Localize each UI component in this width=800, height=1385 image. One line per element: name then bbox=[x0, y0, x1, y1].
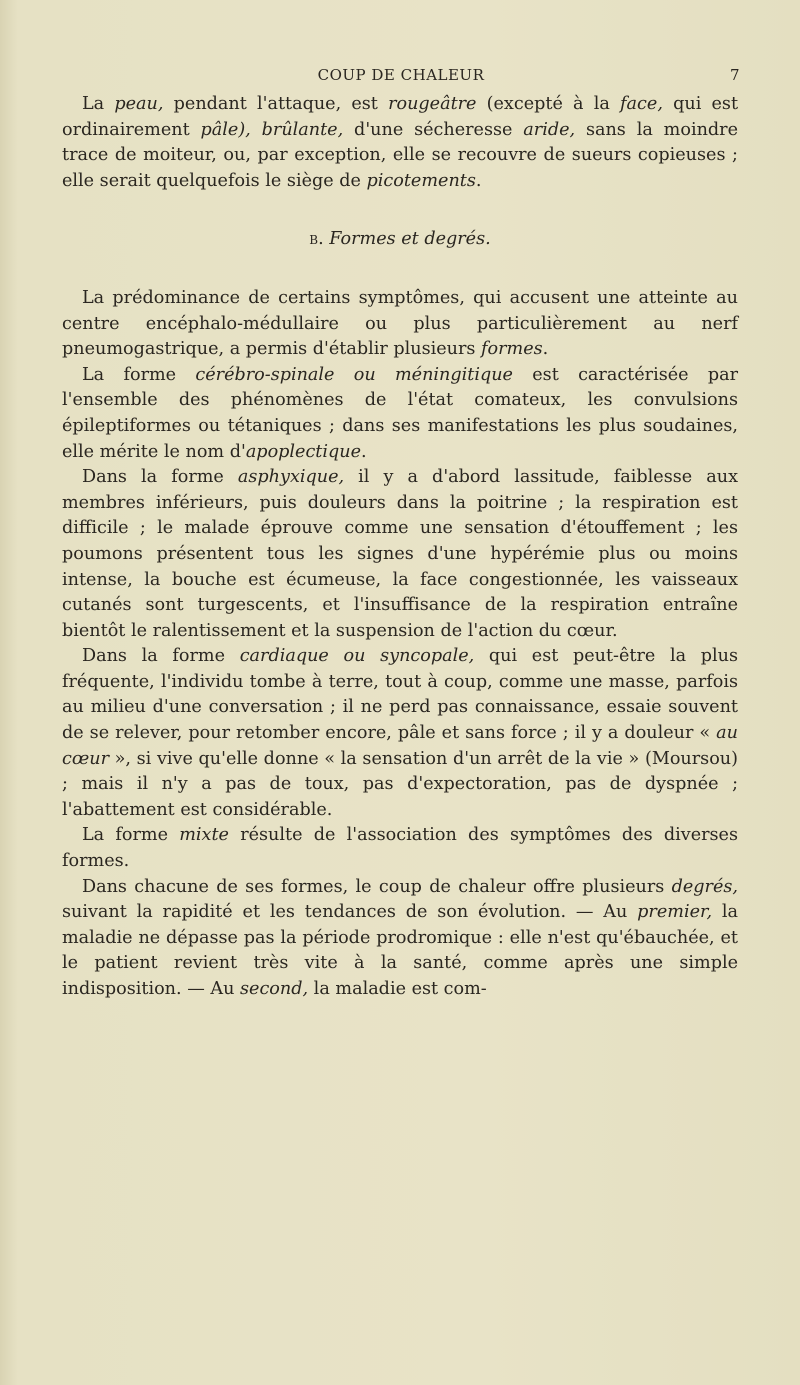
body-text bbox=[62, 92, 738, 1003]
section-letter: b. bbox=[309, 229, 324, 250]
paragraph-degres: Dans chacune de ses formes, le coup de chaleur offre plusieurs degrés, suivant la rapidité et les tendances de son évolution. — Au premier, la maladie ne dépasse pas la période prodromique : elle n'est qu'ébauchée, et le patient revient très vite à la santé, comme après une simple indisposition. — Au second, la maladie est com- bbox=[62, 876, 738, 999]
page-number: 7 bbox=[729, 66, 740, 84]
paragraph-cerebro-spinale: La forme cérébro-spinale ou méningitique est caractérisée par l'ensemble des phénomènes de l'état comateux, les convulsions épileptiformes ou tétaniques ; dans ses manifestations les plus soudaines, elle mérite le nom d'apoplectique. bbox=[62, 364, 739, 462]
paragraph-formes: La prédominance de certains symptômes, qui accusent une atteinte au centre encéphalo-médullaire ou plus particulièrement au nerf pneumogastrique, a permis d'établir plusieurs formes. bbox=[62, 287, 738, 360]
paragraph-peau: La peau, pendant l'attaque, est rougeâtre (excepté à la face, qui est ordinairement pâle), brûlante, d'une sécheresse aride, sans la moindre trace de moiteur, ou, par exception, elle se recouvre de sueurs copieuses ; elle serait quelquefois le siège de picotements. bbox=[62, 94, 739, 191]
section-title: Formes et degrés. bbox=[329, 229, 491, 250]
running-title: COUP DE CHALEUR bbox=[317, 66, 485, 84]
section-heading bbox=[62, 227, 738, 253]
paragraph-mixte: La forme mixte résulte de l'association des symptômes des diverses formes. bbox=[62, 825, 738, 872]
paragraph-asphyxique: Dans la forme asphyxique, il y a d'abord lassitude, faiblesse aux membres inférieurs, puis douleurs dans la poitrine ; la respiration est difficile ; le malade éprouve comme une sensation d'étouffement ; les poumons présentent tous les signes d'une hypérémie plus ou moins intense, la bouche est écumeuse, la face congestionnée, les vaisseaux cutanés sont turgescents, et l'insuffisance de la respiration entraîne bientôt le ralentissement et la suspension de l'action du cœur. bbox=[62, 467, 738, 641]
paragraph-cardiaque: Dans la forme cardiaque ou syncopale, qui est peut-être la plus fréquente, l'individu tombe à terre, tout à coup, comme une masse, parfois au milieu d'une conversation ; il ne perd pas connaissance, essaie souvent de se relever, pour retomber encore, pâle et sans force ; il y a douleur « au cœur », si vive qu'elle donne « la sensation d'un arrêt de la vie » (Moursou) ; mais il n'y a pas de toux, pas d'expectoration, pas de dyspnée ; l'abattement est considérable. bbox=[62, 646, 739, 820]
